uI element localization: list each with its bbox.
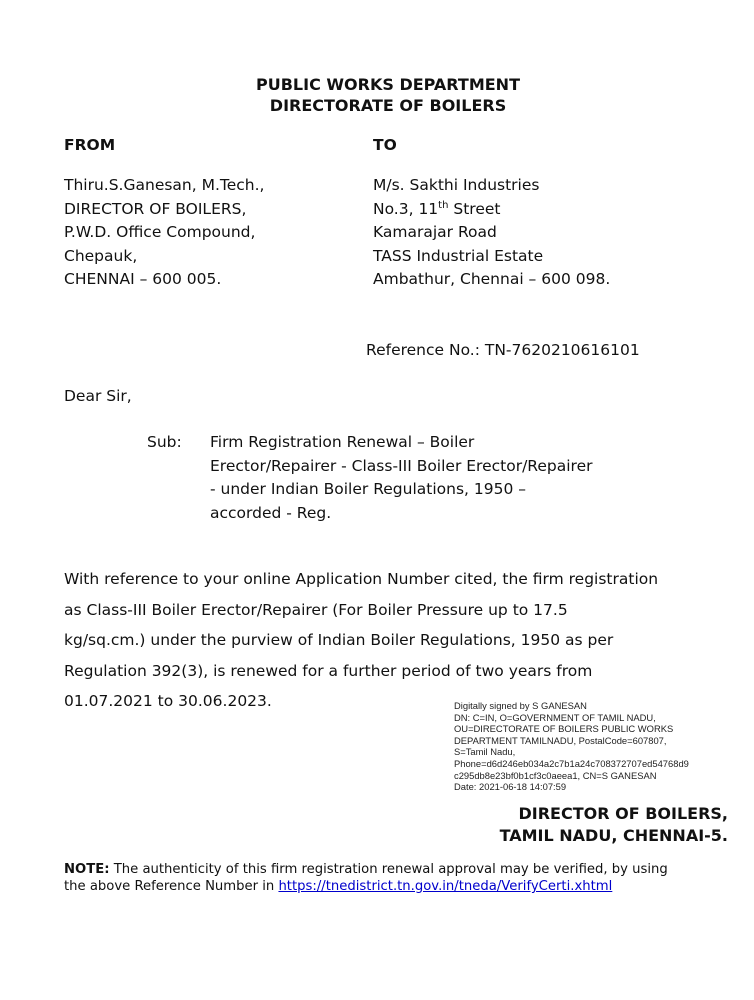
from-address [64,174,264,292]
note-label: NOTE: [64,862,110,877]
to-street-ordinal: th [438,199,449,211]
from-line: Thiru.S.Ganesan, M.Tech., [64,176,265,194]
body-line: Regulation 392(3), is renewed for a further period of two years from [64,661,593,680]
note-text: The authenticity of this firm registration renewal approval may be verified, by using [109,862,668,877]
to-line-street [373,198,610,222]
body-paragraph [64,564,658,717]
to-line: Kamarajar Road [373,223,497,241]
to-address [373,174,610,292]
document-header [0,74,754,116]
note-line [64,861,668,878]
director-line: TAMIL NADU, CHENNAI-5. [499,826,728,845]
to-line: TASS Industrial Estate [373,246,544,265]
director-designation [500,803,728,847]
reference-number: Reference No.: TN-7620210616101 [366,341,640,359]
signature-line: Digitally signed by S GANESAN [454,700,587,711]
to-label: TO [373,136,397,154]
header-line-department: PUBLIC WORKS DEPARTMENT [256,75,520,94]
salutation: Dear Sir, [64,387,132,405]
note [64,861,668,895]
subject-line: Erector/Repairer - Class-III Boiler Erector/Repairer [210,456,593,475]
digital-signature [454,700,689,793]
to-street-number: No.3, 11 [373,199,439,218]
signature-line: OU=DIRECTORATE OF BOILERS PUBLIC WORKS [454,723,674,735]
body-line: as Class-III Boiler Erector/Repairer (For Boiler Pressure up to 17.5 [64,600,568,619]
note-line [64,878,668,895]
header-line-directorate: DIRECTORATE OF BOILERS [269,96,507,115]
signature-line: c295db8e23bf0b1cf3c0aeea1, CN=S GANESAN [454,769,657,781]
to-line: Ambathur, Chennai – 600 098. [373,270,611,288]
to-street-name: Street [448,199,501,218]
from-line: P.W.D. Office Compound, [64,223,256,241]
subject-line: - under Indian Boiler Regulations, 1950 – [210,480,527,498]
subject-label: Sub: [147,433,182,451]
from-line: DIRECTOR OF BOILERS, [64,199,247,218]
body-line: With reference to your online Application Number cited, the firm registration [64,570,659,588]
body-line: 01.07.2021 to 30.06.2023. [64,692,272,710]
signature-line: S=Tamil Nadu, [454,746,516,758]
verify-link[interactable]: https://tnedistrict.tn.gov.in/tneda/VerifyCerti.xhtml [278,879,613,894]
note-text: the above Reference Number in [64,879,279,894]
subject-text [210,431,593,525]
signature-line: DEPARTMENT TAMILNADU, PostalCode=607807, [454,734,667,746]
signature-line: DN: C=IN, O=GOVERNMENT OF TAMIL NADU, [454,711,656,723]
signature-line: Phone=d6d246eb034a2c7b1a24c708372707ed54768d9 [454,757,689,769]
from-line: Chepauk, [64,246,138,265]
from-line: CHENNAI – 600 005. [64,270,222,288]
from-label: FROM [64,136,116,154]
to-line: M/s. Sakthi Industries [373,176,540,194]
subject-line: accorded - Reg. [210,503,332,522]
subject-line: Firm Registration Renewal – Boiler [210,433,475,451]
body-line: kg/sq.cm.) under the purview of Indian Boiler Regulations, 1950 as per [64,631,614,649]
director-line: DIRECTOR OF BOILERS, [518,804,728,823]
signature-line: Date: 2021-06-18 14:07:59 [454,781,567,793]
